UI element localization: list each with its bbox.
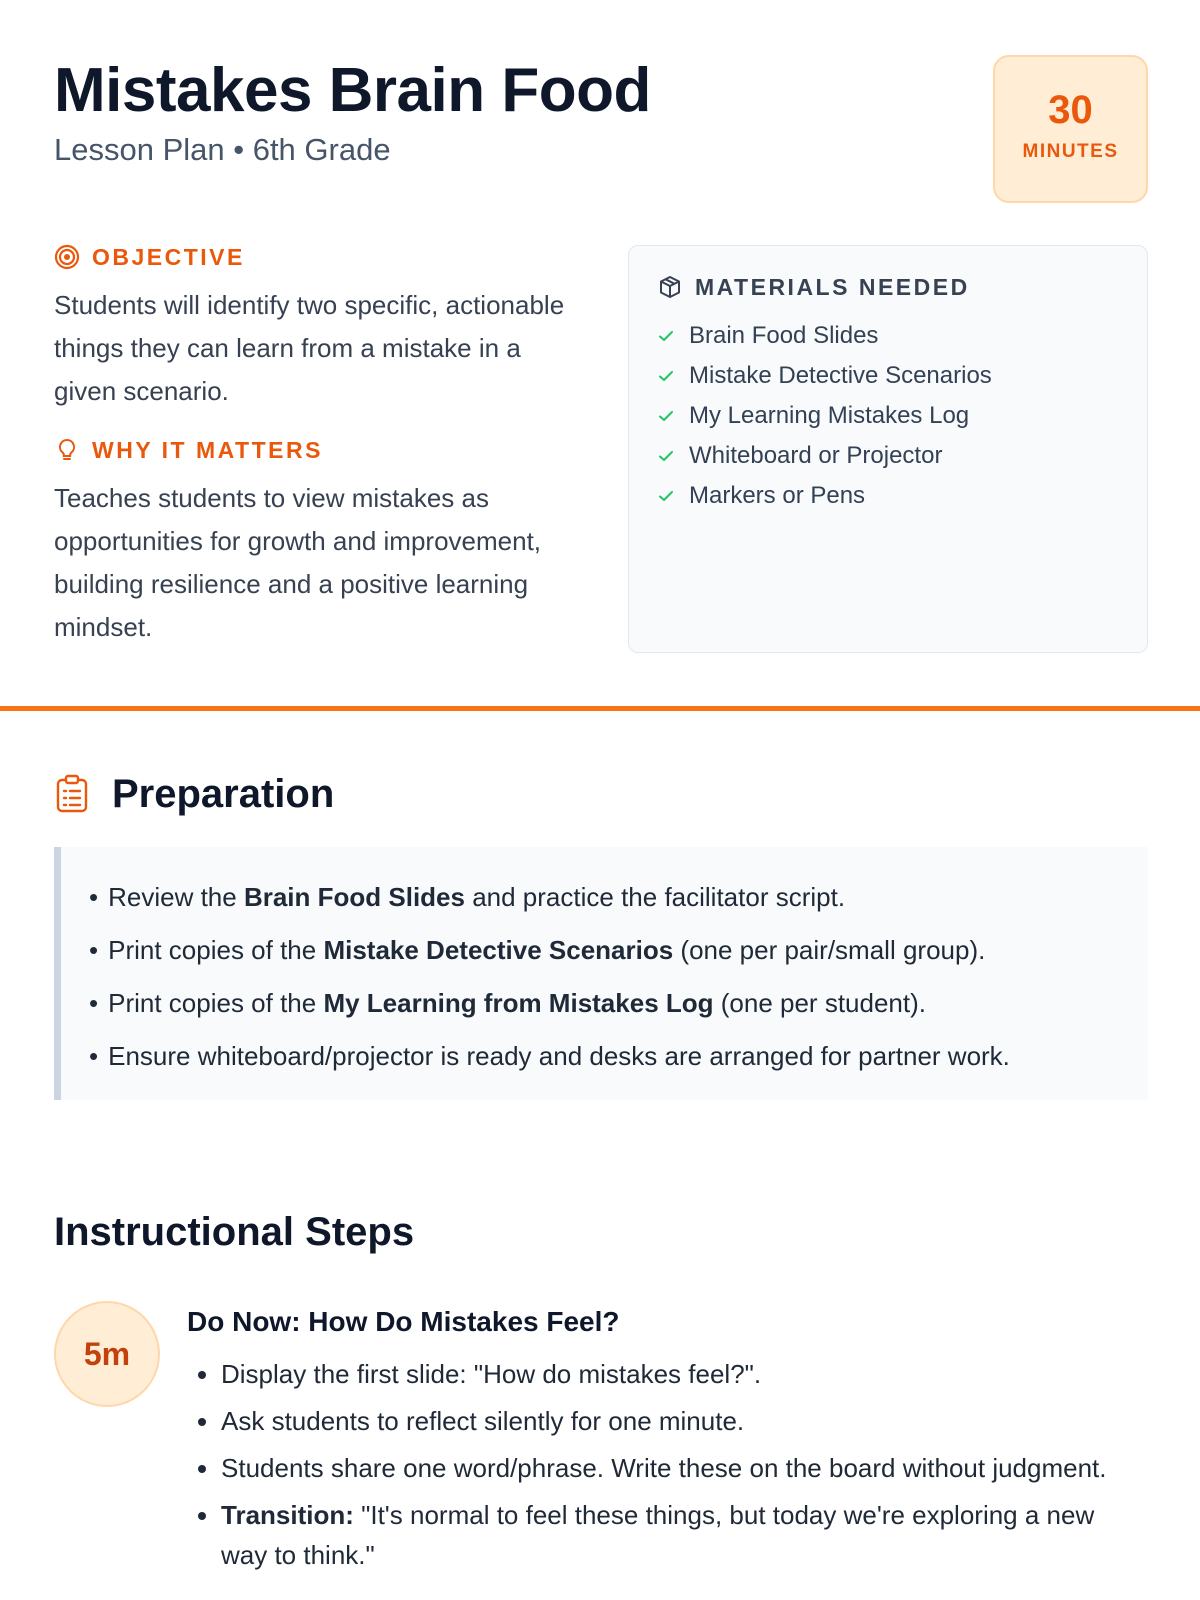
materials-card (628, 245, 1148, 653)
clipboard-icon (54, 774, 90, 814)
steps-title: Instructional Steps (54, 1210, 415, 1254)
step-bullets (187, 1354, 1147, 1575)
prep-text: Print copies of the (108, 988, 324, 1018)
step-body (187, 1302, 1147, 1582)
why-heading (54, 435, 574, 465)
check-icon (657, 447, 675, 465)
material-label: Markers or Pens (689, 482, 866, 509)
materials-list (657, 316, 1119, 516)
materials-title: MATERIALS NEEDED (695, 274, 970, 300)
objective-text: Students will identify two specific, actionable things they can learn from a mistake in a given scenario. (54, 290, 565, 406)
material-item (657, 476, 1119, 516)
preparation-title: Preparation (112, 772, 335, 816)
page-subtitle: Lesson Plan • 6th Grade (54, 132, 391, 167)
material-label: Mistake Detective Scenarios (689, 362, 992, 389)
prep-text: (one per pair/small group). (673, 935, 986, 965)
preparation-list (89, 871, 1148, 1083)
material-item (657, 316, 1119, 356)
prep-bold: Brain Food Slides (243, 882, 465, 912)
objective-section (54, 242, 574, 413)
prep-text: Review the (108, 882, 244, 912)
prep-text: (one per student). (713, 988, 926, 1018)
box-icon (657, 274, 683, 300)
page-title: Mistakes Brain Food (54, 56, 651, 125)
material-label: My Learning Mistakes Log (689, 402, 970, 429)
check-icon (657, 407, 675, 425)
step-bullet: • Transition: "It's normal to feel these things, but today we're exploring a new way to think." (221, 1495, 1147, 1575)
prep-item: • Print copies of the My Learning from Mistakes Log (one per student). (89, 988, 926, 1018)
material-label: Brain Food Slides (689, 322, 879, 349)
material-item (657, 396, 1119, 436)
prep-item: • Review the Brain Food Slides and practice the facilitator script. (89, 882, 846, 912)
material-item (657, 436, 1119, 476)
prep-bold: Mistake Detective Scenarios (323, 935, 674, 965)
step-bullet: • Display the first slide: "How do mistakes feel?". (221, 1354, 1147, 1394)
prep-text: and practice the facilitator script. (464, 882, 846, 912)
objective-label: OBJECTIVE (92, 244, 245, 270)
prep-text: Print copies of the (108, 935, 324, 965)
header (54, 55, 1148, 169)
lightbulb-icon (54, 437, 80, 463)
duration-badge (993, 55, 1148, 203)
check-icon (657, 327, 675, 345)
preparation-box (54, 847, 1148, 1100)
preparation-heading (54, 770, 334, 818)
material-item (657, 356, 1119, 396)
step-bullet: • Students share one word/phrase. Write these on the board without judgment. (221, 1448, 1147, 1488)
prep-item: • Ensure whiteboard/projector is ready and desks are arranged for partner work. (89, 1041, 1010, 1071)
duration-unit: MINUTES (1022, 141, 1119, 162)
check-icon (657, 487, 675, 505)
target-icon (54, 244, 80, 270)
check-icon (657, 367, 675, 385)
prep-bold: My Learning from Mistakes Log (323, 988, 714, 1018)
prep-item: • Print copies of the Mistake Detective Scenarios (one per pair/small group). (89, 935, 986, 965)
step-bullet: • Ask students to reflect silently for one minute. (221, 1401, 1147, 1441)
objective-heading (54, 242, 574, 272)
why-label: WHY IT MATTERS (92, 437, 323, 463)
section-divider (0, 706, 1200, 711)
prep-text: Ensure whiteboard/projector is ready and desks are arranged for partner work. (108, 1041, 1010, 1071)
why-section (54, 435, 574, 649)
duration-value: 30 (1048, 88, 1093, 132)
material-label: Whiteboard or Projector (689, 442, 943, 469)
overview-column (54, 242, 574, 649)
materials-heading (657, 272, 1119, 302)
step-time-badge: 5m (54, 1301, 160, 1407)
step-title: Do Now: How Do Mistakes Feel? (187, 1306, 620, 1337)
why-text: Teaches students to view mistakes as opportunities for growth and improvement, building resilience and a positive learning mindset. (54, 483, 542, 642)
